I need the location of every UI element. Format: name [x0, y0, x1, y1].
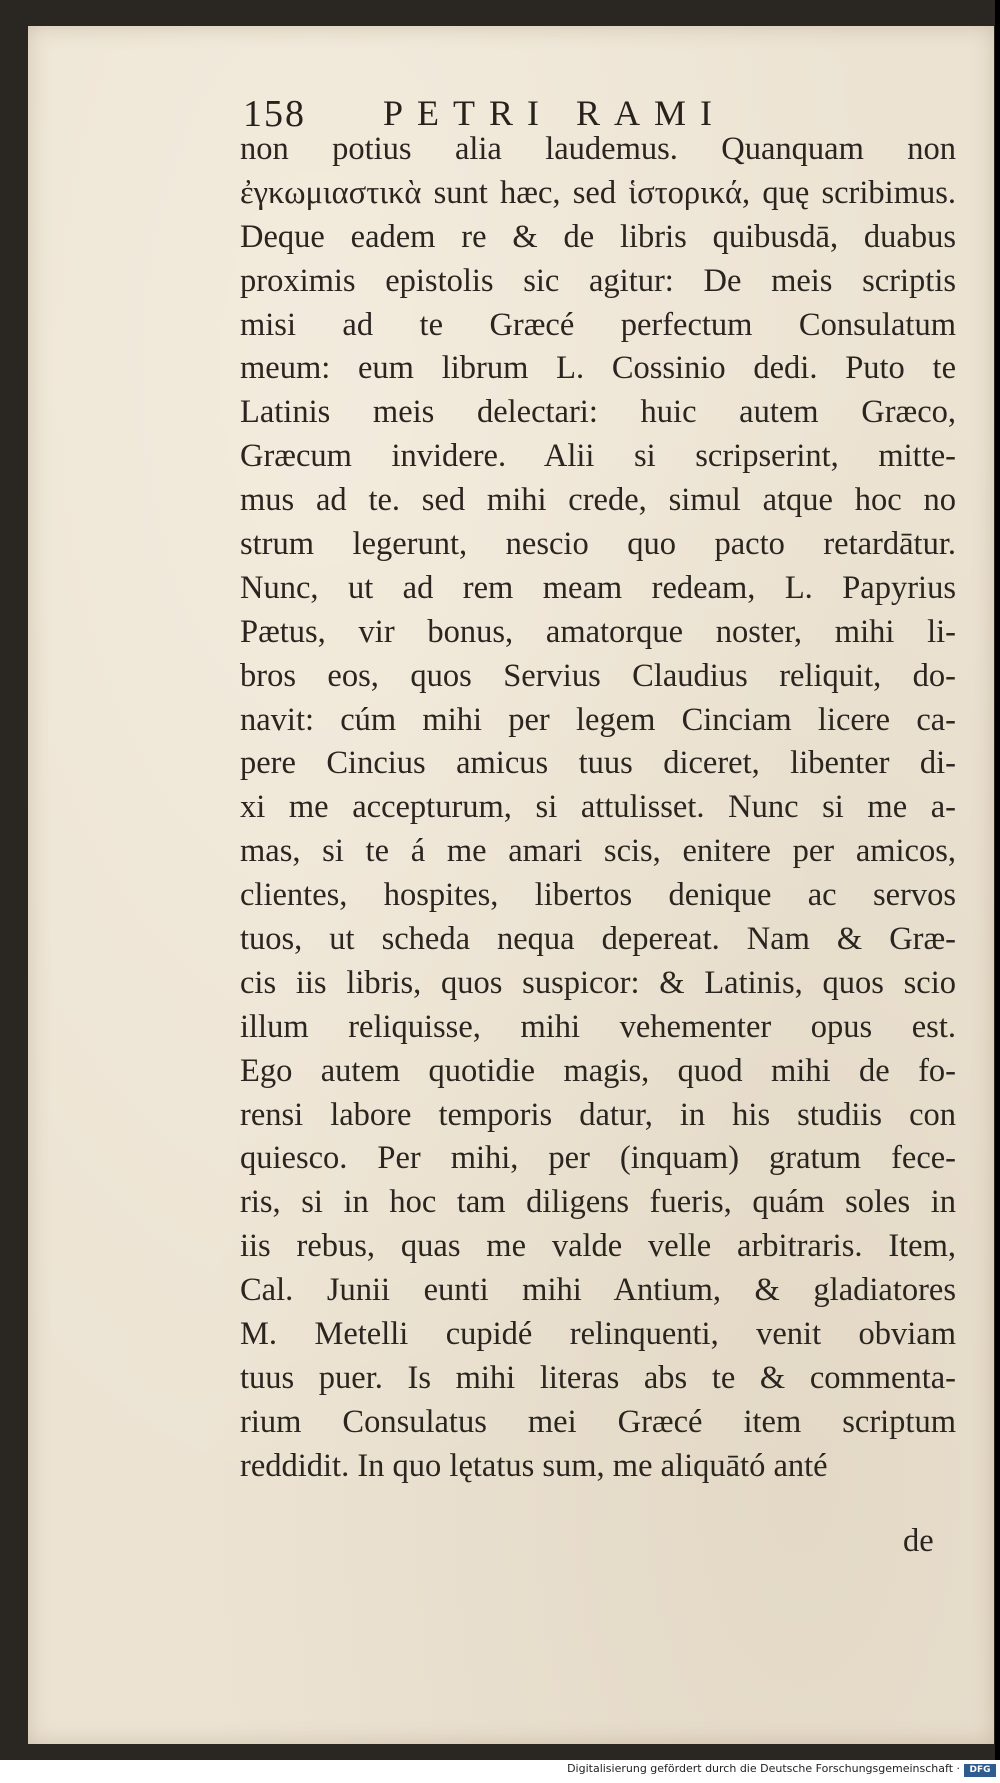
- body-text: [240, 128, 956, 1489]
- page-number: 158: [243, 93, 306, 135]
- catchword: de: [903, 1523, 934, 1559]
- text-line: bros eos, quos Servius Claudius reliquit, do-: [240, 657, 956, 694]
- text-line: cis iis libris, quos suspicor: & Latinis, quos scio: [240, 964, 956, 1001]
- text-line: M. Metelli cupidé relinquenti, venit obviam: [240, 1316, 956, 1353]
- text-line: proximis epistolis sic agitur: De meis scriptis: [240, 262, 956, 299]
- text-line: misi ad te Græcé perfectum Consulatum: [240, 306, 956, 343]
- running-head: [215, 64, 805, 135]
- text-line: clientes, hospites, libertos denique ac servos: [240, 877, 956, 914]
- text-line: pere Cincius amicus tuus diceret, libenter di-: [240, 745, 956, 782]
- text-line: rensi labore temporis datur, in his studiis con: [240, 1096, 956, 1133]
- text-line: non potius alia laudemus. Quanquam non: [240, 131, 956, 167]
- text-line: iis rebus, quas me valde velle arbitraris. Item,: [240, 1228, 956, 1265]
- text-line: tuos, ut scheda nequa depereat. Nam & Græ-: [240, 921, 956, 958]
- text-line: Græcum invidere. Alii si scripserint, mitte-: [240, 438, 956, 475]
- footer-bar: [0, 1760, 1000, 1783]
- text-line: Latinis meis delectari: huic autem Græco,: [240, 394, 956, 431]
- text-line: Pætus, vir bonus, amatorque noster, mihi li-: [240, 613, 956, 650]
- text-line: strum legerunt, nescio quo pacto retardātur.: [240, 526, 956, 563]
- text-line: navit: cúm mihi per legem Cinciam licere ca-: [240, 701, 956, 738]
- text-line: quiesco. Per mihi, per (inquam) gratum fece-: [240, 1140, 956, 1177]
- text-line: Nunc, ut ad rem meam redeam, L. Papyrius: [240, 569, 956, 606]
- text-line: mas, si te á me amari scis, enitere per amicos,: [240, 833, 956, 870]
- text-line: ἐγκωμιαστικὰ sunt hæc, sed ἱστορικά, quę scribimus.: [240, 174, 956, 211]
- text-line: Cal. Junii eunti mihi Antium, & gladiatores: [240, 1272, 956, 1309]
- text-line: Ego autem quotidie magis, quod mihi de fo-: [240, 1052, 956, 1089]
- text-line: meum: eum librum L. Cossinio dedi. Puto te: [240, 350, 956, 387]
- text-line: ris, si in hoc tam diligens fueris, quám soles in: [240, 1184, 956, 1221]
- text-line: illum reliquisse, mihi vehementer opus est.: [240, 1008, 956, 1045]
- dfg-logo: DFG: [964, 1764, 996, 1777]
- text-line: Deque eadem re & de libris quibusdā, duabus: [240, 218, 956, 255]
- running-title: PETRI RAMI: [383, 93, 727, 133]
- page-edge: [995, 0, 1000, 1760]
- funding-credit: Digitalisierung gefördert durch die Deutsche Forschungsgemeinschaft ·: [567, 1762, 960, 1775]
- text-line: mus ad te. sed mihi crede, simul atque hoc no: [240, 482, 956, 519]
- text-line: xi me accepturum, si attulisset. Nunc si me a-: [240, 789, 956, 826]
- text-line: reddidit. In quo lętatus sum, me aliquātó anté: [240, 1447, 828, 1484]
- text-line: tuus puer. Is mihi literas abs te & commenta-: [240, 1359, 956, 1396]
- text-line: rium Consulatus mei Græcé item scriptum: [240, 1403, 956, 1440]
